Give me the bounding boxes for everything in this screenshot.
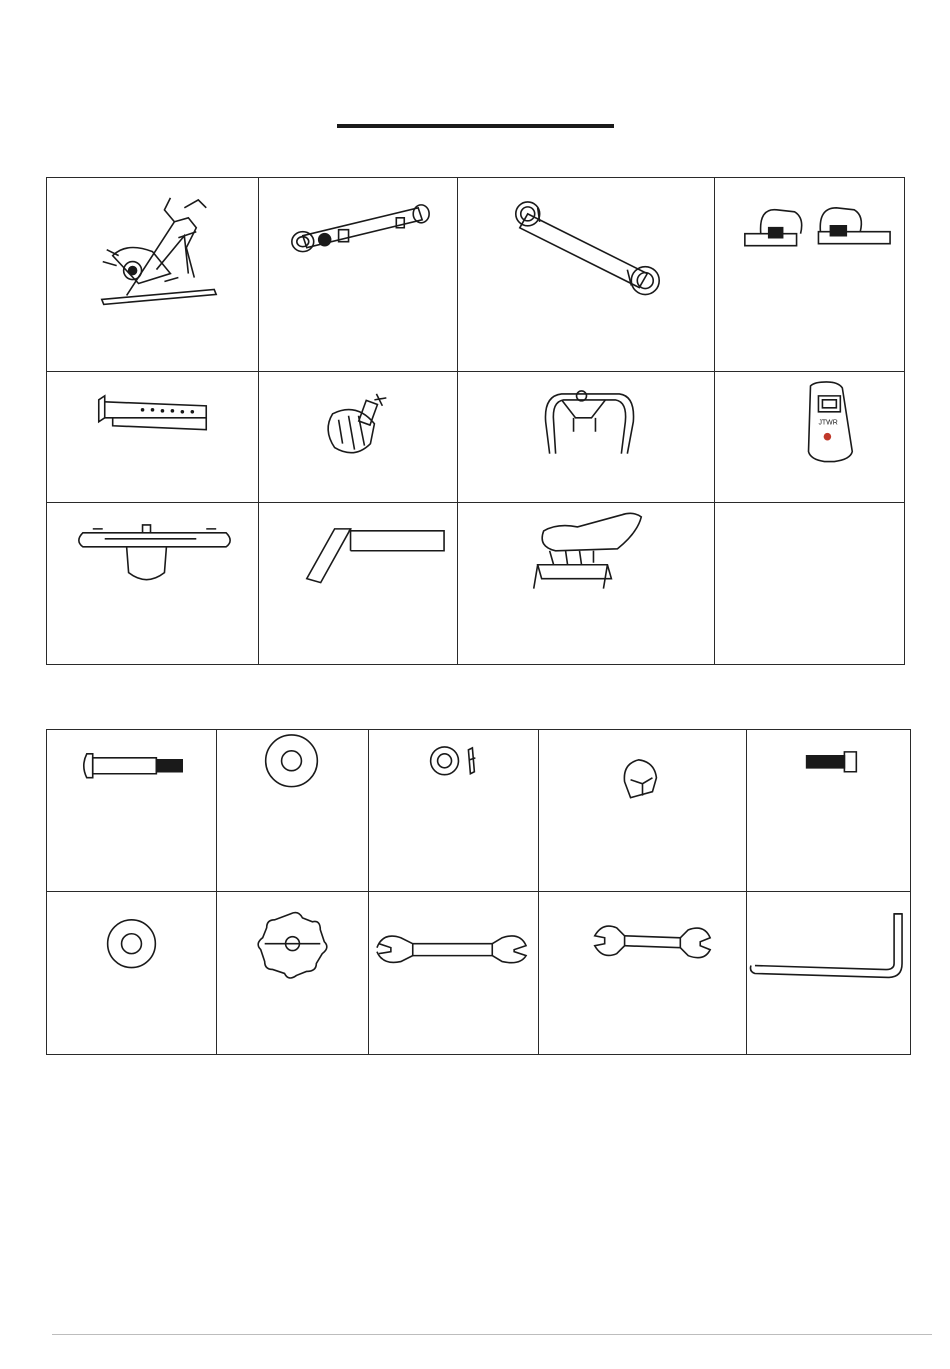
- part-cell: [259, 502, 458, 664]
- hardware-cell: [47, 892, 217, 1055]
- rear-stabilizer-icon: [458, 178, 714, 371]
- part-cell: [715, 372, 905, 502]
- part-cell: [47, 502, 259, 664]
- table-row: [47, 372, 905, 502]
- hardware-cell: [539, 730, 747, 892]
- star-knob-icon: [217, 892, 368, 1054]
- table-row: [47, 892, 911, 1055]
- open-wrench-icon: [369, 892, 538, 1054]
- monitor-brand-text: JTWR: [818, 419, 838, 427]
- part-cell: [259, 372, 458, 502]
- handlebar-cover-icon: [47, 503, 258, 664]
- table-row: [47, 178, 905, 372]
- footer-divider: [52, 1334, 932, 1335]
- main-parts-table: [46, 177, 905, 665]
- pedals-icon: [715, 178, 904, 371]
- hardware-cell: [217, 730, 369, 892]
- hardware-table: [46, 729, 911, 1055]
- hardware-cell: [369, 730, 539, 892]
- hex-screw-icon: [747, 730, 910, 891]
- saddle-icon: [458, 503, 714, 664]
- hardware-cell: [369, 892, 539, 1055]
- part-cell: [259, 178, 458, 372]
- flat-washer-icon: [217, 730, 368, 891]
- handlebar-post-icon: [259, 503, 457, 664]
- part-cell: [47, 178, 259, 372]
- part-cell: [458, 372, 715, 502]
- allen-key-icon: [747, 892, 910, 1054]
- seat-post-icon: [47, 372, 258, 501]
- adjustment-knob-icon: [259, 372, 457, 501]
- hardware-cell: [217, 892, 369, 1055]
- front-stabilizer-icon: [259, 178, 457, 371]
- hardware-cell: [539, 892, 747, 1055]
- spring-washer-icon: [369, 730, 538, 891]
- table-row: [47, 502, 905, 664]
- empty-cell: [715, 502, 905, 664]
- title-underline: [337, 124, 614, 128]
- carriage-bolt-icon: [47, 730, 216, 891]
- part-cell: [715, 178, 905, 372]
- handlebar-icon: [458, 372, 714, 501]
- part-cell: [458, 502, 715, 664]
- hardware-cell: [747, 892, 911, 1055]
- combination-wrench-icon: [539, 892, 746, 1054]
- monitor-icon: [715, 372, 904, 501]
- hardware-cell: [47, 730, 217, 892]
- curved-washer-icon: [47, 892, 216, 1054]
- bike-frame-icon: [47, 178, 258, 371]
- hardware-cell: [747, 730, 911, 892]
- part-cell: [47, 372, 259, 502]
- cap-nut-icon: [539, 730, 746, 891]
- table-row: [47, 730, 911, 892]
- part-cell: [458, 178, 715, 372]
